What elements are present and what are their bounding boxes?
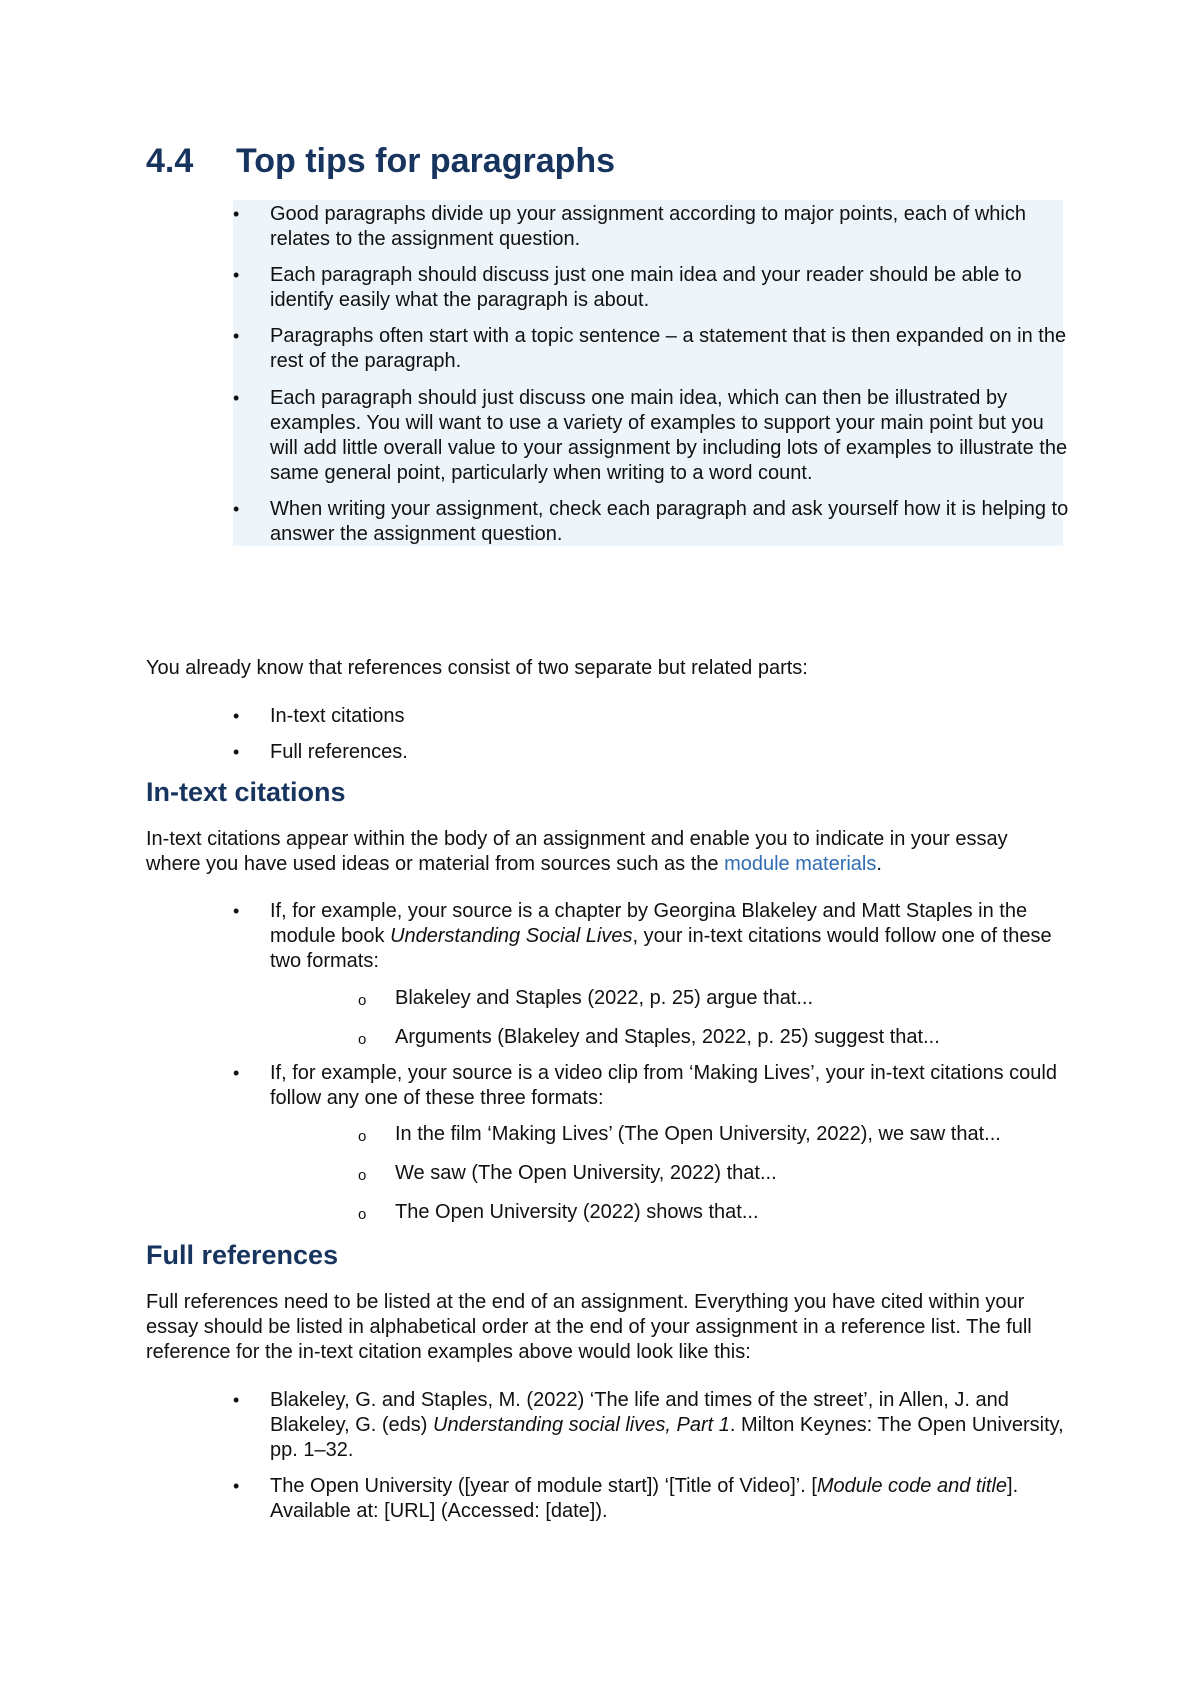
part-text: Full references.	[270, 741, 408, 763]
bullet-icon: •	[233, 1063, 240, 1083]
list-item	[233, 386, 1070, 486]
reference-text-start: The Open University ([year of module start]) ‘[Title of Video]’. [	[270, 1475, 817, 1497]
tip-text: Each paragraph should just discuss one main idea, which can then be illustrated by examples. You will want to use a variety of examples to support your main point but you will add little overall value to your assignment by including lots of examples to illustrate the same general point, particularly when writing to a word count.	[270, 387, 1068, 484]
bullet-icon: •	[233, 326, 240, 346]
sub-list-item	[358, 986, 1075, 1011]
sub-list-item	[358, 1200, 1075, 1225]
circle-bullet-icon: o	[358, 1167, 367, 1184]
example-text-end: , your in-text citations would follow one of these two formats:	[270, 925, 1052, 972]
intext-text: In-text citations appear within the body of an assignment and enable you to indicate in your essay where you have used ideas or material from sources such as the	[146, 828, 1008, 875]
list-item	[233, 263, 1070, 313]
list-item	[233, 1061, 1070, 1111]
format-text: The Open University (2022) shows that...	[395, 1201, 759, 1223]
format-text: In the film ‘Making Lives’ (The Open University, 2022), we saw that...	[395, 1123, 1001, 1145]
example-text-start: If, for example, your source is a chapter by Georgina Blakeley and Matt Staples in the module book	[270, 900, 1028, 947]
section-title: Top tips for paragraphs	[236, 142, 616, 180]
intext-heading: In-text citations	[146, 777, 346, 807]
list-item	[233, 1474, 1070, 1524]
example-text	[270, 899, 1070, 974]
reference-title: Understanding social lives, Part 1	[433, 1414, 730, 1436]
tip-text: Each paragraph should discuss just one main idea and your reader should be able to identify easily what the paragraph is about.	[270, 264, 1022, 311]
full-references-heading: Full references	[146, 1240, 339, 1270]
tip-text: Paragraphs often start with a topic sentence – a statement that is then expanded on in the rest of the paragraph.	[270, 325, 1067, 372]
sub-list-item	[358, 1122, 1075, 1147]
list-item	[233, 740, 1070, 765]
reference-text-start: Blakeley, G. and Staples, M. (2022) ‘The life and times of the street’, in Allen, J. and Blakeley, G. (eds)	[270, 1389, 1009, 1436]
book-title: Understanding Social Lives	[390, 925, 633, 947]
example-text: If, for example, your source is a video clip from ‘Making Lives’, your in-text citations could follow any one of these three formats:	[270, 1062, 1057, 1109]
sub-list-item	[358, 1025, 1075, 1050]
bullet-icon: •	[233, 388, 240, 408]
tip-text: Good paragraphs divide up your assignment according to major points, each of which relates to the assignment question.	[270, 203, 1026, 250]
format-text: Arguments (Blakeley and Staples, 2022, p. 25) suggest that...	[395, 1026, 940, 1048]
reference-text	[270, 1474, 1070, 1524]
intro-paragraph: You already know that references consist of two separate but related parts:	[146, 657, 808, 679]
bullet-icon: •	[233, 265, 240, 285]
list-item	[233, 899, 1070, 974]
list-item	[233, 704, 1070, 729]
circle-bullet-icon: o	[358, 1206, 367, 1223]
bullet-icon: •	[233, 901, 240, 921]
intext-text-end: .	[876, 853, 882, 875]
bullet-icon: •	[233, 499, 240, 519]
circle-bullet-icon: o	[358, 992, 367, 1009]
reference-text-end: ]. Available at: [URL] (Accessed: [date]).	[270, 1475, 1019, 1522]
circle-bullet-icon: o	[358, 1128, 367, 1145]
full-references-paragraph: Full references need to be listed at the end of an assignment. Everything you have cited within your essay should be listed in alphabetical order at the end of your assignment in a reference list. The full reference for the in-text citation examples above would look like this:	[146, 1291, 1032, 1363]
bullet-icon: •	[233, 1476, 240, 1496]
format-text: We saw (The Open University, 2022) that...	[395, 1162, 777, 1184]
circle-bullet-icon: o	[358, 1031, 367, 1048]
reference-text-end: . Milton Keynes: The Open University, pp. 1–32.	[270, 1414, 1064, 1461]
section-heading	[146, 142, 615, 181]
tip-text: When writing your assignment, check each paragraph and ask yourself how it is helping to answer the assignment question.	[270, 498, 1069, 545]
list-item	[233, 497, 1070, 547]
bullet-icon: •	[233, 1390, 240, 1410]
part-text: In-text citations	[270, 705, 405, 727]
reference-text	[270, 1388, 1070, 1463]
module-materials-link[interactable]: module materials	[724, 853, 877, 875]
list-item	[233, 1388, 1070, 1463]
section-number: 4.4	[146, 142, 194, 180]
reference-title: Module code and title	[816, 1475, 1008, 1497]
bullet-icon: •	[233, 742, 240, 762]
intext-paragraph	[146, 827, 1056, 877]
list-item	[233, 202, 1070, 252]
list-item	[233, 324, 1070, 374]
bullet-icon: •	[233, 706, 240, 726]
sub-list-item	[358, 1161, 1075, 1186]
format-text: Blakeley and Staples (2022, p. 25) argue that...	[395, 987, 814, 1009]
bullet-icon: •	[233, 204, 240, 224]
